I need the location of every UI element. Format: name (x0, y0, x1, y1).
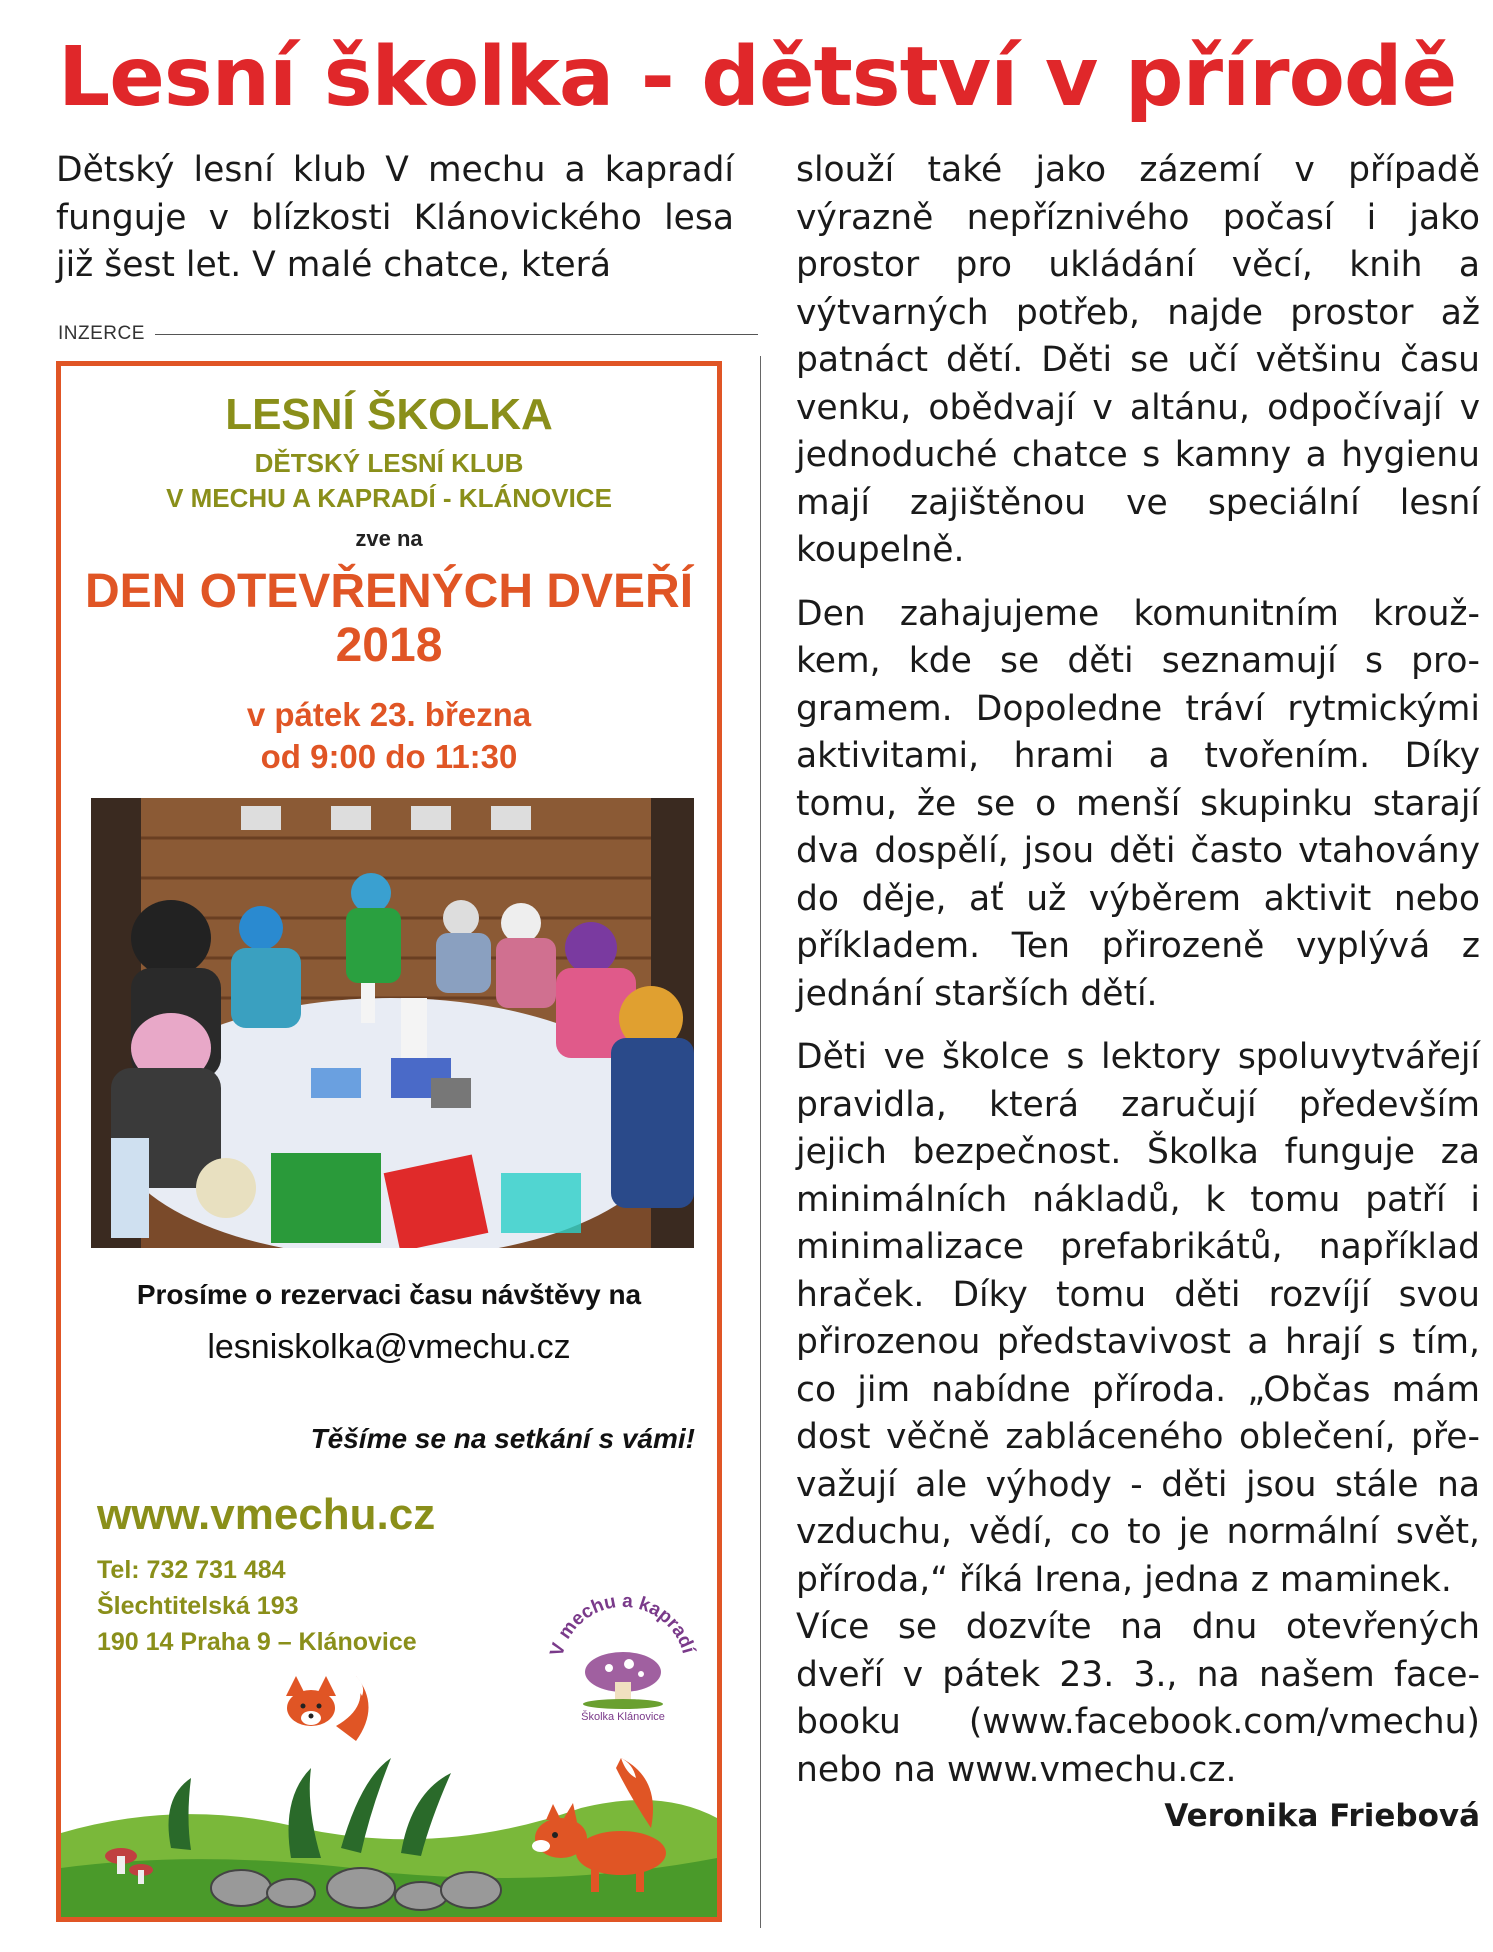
logo-arc-text: V mechu a kapradí (546, 1590, 699, 1659)
logo-subtext: Školka Klánovice (581, 1711, 665, 1723)
advertisement-box (56, 361, 722, 1922)
intro-paragraph-block (56, 147, 734, 290)
intro-paragraph: Dětský lesní klub V mechu a kapradí funguje v blízkosti Klánovického lesa již šest let. V malé chatce, která (56, 150, 734, 285)
article-paragraph-1: slouží také jako zázemí v případě výrazně nepříznivého počasí i jako prostor pro ukládání věcí, knih a výtvarných potřeb, najde prostor až patnáct dětí. Děti se učí většinu času venku, obědvají v altánu, odpočívají v jednoduché chatce s kamny a hygienu mají zajištěnou ve speciální lesní koupelně. (796, 150, 1480, 570)
ad-event-year: 2018 (335, 619, 443, 672)
ad-event-date: v pátek 23. března (246, 696, 532, 733)
advertisement-label: INZERCE (58, 323, 145, 344)
fox-icon (276, 1666, 386, 1746)
article-paragraph-2: Den zahajujeme komunitním kroužkem, kde se děti seznamují s programem. Dopoledne tráví rytmickými aktivitami, hrami a tvořením. Díky tomu, že se o menší skupinku starají dva dospělí, jsou děti často vtahovány do děje, ať už výběrem aktivit nebo příkladem. Ten přirozeně vyplývá z jednání starších dětí. (796, 593, 1480, 1014)
ad-website-link[interactable]: www.vmechu.cz (97, 1490, 436, 1539)
article-paragraph-4: Více se dozvíte na dnu otevřených dveří v pátek 23. 3., na našem facebooku (www.facebook.com/vmechu) nebo na www.vmechu.cz. (796, 1607, 1480, 1790)
ad-reservation-text: Prosíme o rezervaci času návštěvy na (136, 1279, 642, 1310)
ad-welcome-text: Těšíme se na setkání s vámi! (310, 1423, 695, 1454)
advertisement-divider (155, 334, 758, 335)
ad-event-time: od 9:00 do 11:30 (260, 738, 518, 775)
ad-title: LESNÍ ŠKOLKA (225, 390, 553, 439)
mushroom-logo-icon (541, 1574, 711, 1724)
ad-city: 190 14 Praha 9 – Klánovice (97, 1628, 417, 1656)
advertisement-label-row (58, 322, 758, 346)
ad-subtitle-line1: DĚTSKÝ LESNÍ KLUB (254, 448, 524, 478)
ad-phone: Tel: 732 731 484 (97, 1556, 286, 1584)
forest-fox-illustration (61, 1738, 717, 1918)
ad-invite: zve na (355, 526, 423, 551)
article-paragraph-3: Děti ve školce s lektory spoluvytvářejí pravidla, která zaručují především jejich bezpečnost. Školka funguje za minimálních nákladů, k tomu patří i minimalizace prefabrikátů, například hraček. Díky tomu děti rozvíjí svou přirozenou představivost a hrají s tím, co jim nabídne příroda. „Občas mám dost věčně zabláceného oblečení, převažují ale výhody - děti jsou stále na vzduchu, vědí, co to je normální svět, příroda,“ říká Irena, jedna z maminek. (796, 1037, 1480, 1600)
ad-subtitle-line2: V MECHU A KAPRADÍ - KLÁNOVICE (166, 483, 612, 513)
ad-email-link[interactable]: lesniskolka@vmechu.cz (207, 1328, 571, 1366)
ad-event-title: DEN OTEVŘENÝCH DVEŘÍ (84, 565, 694, 618)
article-right-column (796, 147, 1480, 1834)
ad-street: Šlechtitelská 193 (97, 1592, 299, 1620)
article-headline: Lesní školka - dětství v přírodě (58, 30, 1457, 125)
column-divider (760, 356, 761, 1928)
ad-photo-children-crafting (91, 798, 694, 1248)
article-author: Veronika Friebová (1164, 1798, 1480, 1834)
svg-text:V mechu a kapradí (546, 1591, 698, 1659)
